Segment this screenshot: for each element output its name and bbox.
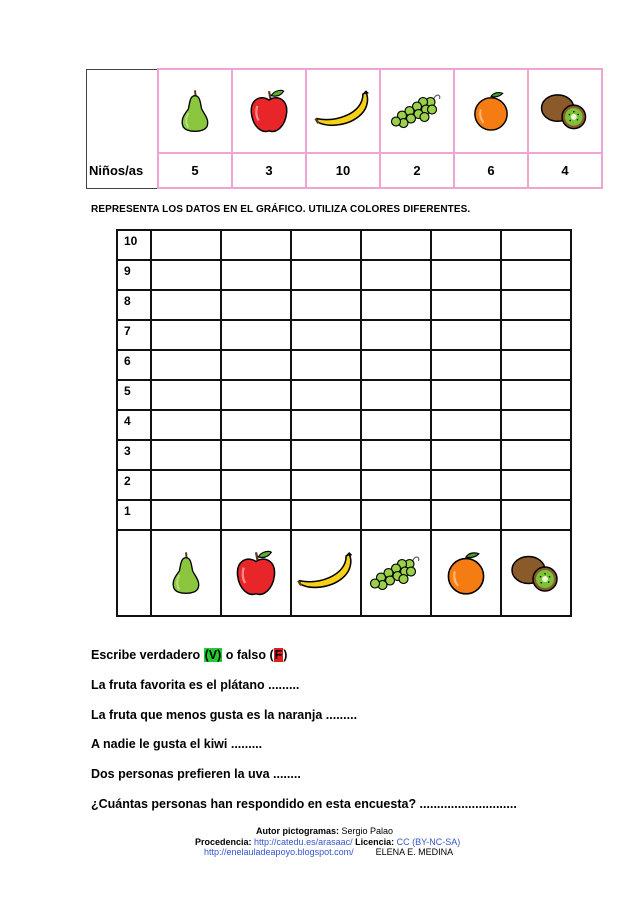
graph-cell[interactable] <box>221 470 291 500</box>
graph-row <box>117 260 571 290</box>
graph-row <box>117 320 571 350</box>
graph-y-label: 9 <box>117 260 151 290</box>
fruit-count-table <box>86 68 603 189</box>
graph-cell[interactable] <box>151 230 221 260</box>
graph-cell[interactable] <box>431 350 501 380</box>
graph-cell[interactable] <box>221 350 291 380</box>
graph-cell[interactable] <box>501 350 571 380</box>
license-link[interactable]: CC (BY-NC-SA) <box>394 837 461 847</box>
graph-cell[interactable] <box>501 500 571 530</box>
graph-cell[interactable] <box>291 230 361 260</box>
graph-row <box>117 380 571 410</box>
graph-cell[interactable] <box>291 320 361 350</box>
graph-cell[interactable] <box>151 260 221 290</box>
graph-row <box>117 350 571 380</box>
graph-fruit-cell <box>431 530 501 616</box>
true-marker: (V) <box>204 648 222 662</box>
graph-cell[interactable] <box>221 440 291 470</box>
graph-cell[interactable] <box>151 290 221 320</box>
author-name: Sergio Palao <box>339 826 394 836</box>
source-credit <box>195 837 460 847</box>
graph-cell[interactable] <box>501 230 571 260</box>
graph-y-label: 2 <box>117 470 151 500</box>
pear-icon <box>175 87 215 135</box>
graph-cell[interactable] <box>361 380 431 410</box>
graph-y-label: 10 <box>117 230 151 260</box>
graph-y-label: 4 <box>117 410 151 440</box>
author-credit <box>256 826 393 836</box>
instruction-text: REPRESENTA LOS DATOS EN EL GRÁFICO. UTILIZA COLORES DIFERENTES. <box>91 204 471 215</box>
graph-cell[interactable] <box>501 440 571 470</box>
graph-cell[interactable] <box>221 410 291 440</box>
graph-y-label: 3 <box>117 440 151 470</box>
graph-y-label: 1 <box>117 500 151 530</box>
graph-cell[interactable] <box>361 500 431 530</box>
graph-cell[interactable] <box>291 290 361 320</box>
graph-fruit-cell <box>291 530 361 616</box>
question-3: A nadie le gusta el kiwi ......... <box>91 737 263 751</box>
table-fruit-header <box>528 69 602 153</box>
bar-graph-grid <box>116 229 572 617</box>
banana-icon <box>295 548 357 598</box>
graph-fruit-cell <box>221 530 291 616</box>
blog-link[interactable]: http://enelauladeapoyo.blogspot.com/ <box>204 847 354 857</box>
count-apple: 3 <box>232 153 306 188</box>
graph-y-label: 8 <box>117 290 151 320</box>
graph-cell[interactable] <box>221 290 291 320</box>
graph-row <box>117 230 571 260</box>
graph-fruit-cell <box>361 530 431 616</box>
graph-cell[interactable] <box>151 410 221 440</box>
graph-cell[interactable] <box>361 410 431 440</box>
question-2: La fruta que menos gusta es la naranja ......... <box>91 708 358 722</box>
count-kiwi: 4 <box>528 153 602 188</box>
intro-suffix: ) <box>283 648 288 662</box>
orange-icon <box>469 89 513 133</box>
graph-cell[interactable] <box>291 380 361 410</box>
graph-cell[interactable] <box>431 290 501 320</box>
apple-icon <box>247 85 291 137</box>
source-link[interactable]: http://catedu.es/arasaac/ <box>251 837 353 847</box>
graph-cell[interactable] <box>151 500 221 530</box>
graph-cell[interactable] <box>431 500 501 530</box>
graph-cell[interactable] <box>431 230 501 260</box>
graph-cell[interactable] <box>221 380 291 410</box>
graph-cell[interactable] <box>151 350 221 380</box>
graph-y-label: 6 <box>117 350 151 380</box>
graph-cell[interactable] <box>291 470 361 500</box>
count-pear: 5 <box>158 153 232 188</box>
table-fruit-header <box>306 69 380 153</box>
graph-cell[interactable] <box>361 320 431 350</box>
graph-fruit-cell <box>151 530 221 616</box>
blog-credit <box>204 847 453 857</box>
graph-cell[interactable] <box>431 380 501 410</box>
orange-icon <box>442 548 490 598</box>
graph-cell[interactable] <box>501 290 571 320</box>
grapes-icon <box>387 88 447 134</box>
question-4: Dos personas prefieren la uva ........ <box>91 767 301 781</box>
graph-cell[interactable] <box>501 380 571 410</box>
count-orange: 6 <box>454 153 528 188</box>
graph-cell[interactable] <box>501 260 571 290</box>
table-fruit-header <box>380 69 454 153</box>
graph-cell[interactable] <box>501 320 571 350</box>
kiwi-icon <box>506 550 566 596</box>
graph-row <box>117 500 571 530</box>
graph-cell[interactable] <box>431 440 501 470</box>
source-label: Procedencia: <box>195 837 252 847</box>
intro-middle: o falso ( <box>222 648 274 662</box>
graph-cell[interactable] <box>431 320 501 350</box>
false-marker: F <box>274 648 283 662</box>
graph-row <box>117 470 571 500</box>
kiwi-icon <box>535 89 595 133</box>
table-fruit-header <box>158 69 232 153</box>
graph-fruit-cell <box>501 530 571 616</box>
question-5: ¿Cuántas personas han respondido en esta encuesta? ............................ <box>91 797 517 811</box>
graph-cell[interactable] <box>431 410 501 440</box>
table-corner-cell <box>87 69 159 153</box>
apple-icon <box>233 545 279 601</box>
graph-row <box>117 410 571 440</box>
graph-cell[interactable] <box>291 260 361 290</box>
graph-y-label: 5 <box>117 380 151 410</box>
graph-cell[interactable] <box>361 230 431 260</box>
graph-cell[interactable] <box>361 260 431 290</box>
pear-icon <box>166 547 206 599</box>
graph-cell[interactable] <box>291 350 361 380</box>
graph-cell[interactable] <box>151 380 221 410</box>
graph-cell[interactable] <box>361 350 431 380</box>
graph-cell[interactable] <box>501 470 571 500</box>
graph-row <box>117 440 571 470</box>
graph-cell[interactable] <box>151 440 221 470</box>
graph-corner-cell <box>117 530 151 616</box>
graph-cell[interactable] <box>221 260 291 290</box>
graph-cell[interactable] <box>291 410 361 440</box>
graph-cell[interactable] <box>361 440 431 470</box>
graph-row <box>117 290 571 320</box>
banana-icon <box>312 88 374 134</box>
graph-cell[interactable] <box>361 470 431 500</box>
graph-cell[interactable] <box>431 260 501 290</box>
grapes-icon <box>366 549 426 597</box>
graph-fruit-row <box>117 530 571 616</box>
intro-prefix: Escribe verdadero <box>91 648 204 662</box>
row-label-children: Niños/as <box>87 153 159 188</box>
blog-author: ELENA E. MEDINA <box>375 847 454 857</box>
graph-cell[interactable] <box>291 440 361 470</box>
graph-cell[interactable] <box>151 470 221 500</box>
graph-cell[interactable] <box>361 290 431 320</box>
table-fruit-header <box>232 69 306 153</box>
graph-cell[interactable] <box>221 230 291 260</box>
graph-cell[interactable] <box>151 320 221 350</box>
author-label: Autor pictogramas: <box>256 826 340 836</box>
question-1: La fruta favorita es el plátano ......... <box>91 678 300 692</box>
graph-y-label: 7 <box>117 320 151 350</box>
license-label: Licencia: <box>352 837 395 847</box>
count-banana: 10 <box>306 153 380 188</box>
count-grapes: 2 <box>380 153 454 188</box>
true-false-instruction <box>91 648 287 662</box>
table-fruit-header <box>454 69 528 153</box>
graph-cell[interactable] <box>501 410 571 440</box>
graph-cell[interactable] <box>431 470 501 500</box>
graph-cell[interactable] <box>221 500 291 530</box>
graph-cell[interactable] <box>291 500 361 530</box>
graph-cell[interactable] <box>221 320 291 350</box>
